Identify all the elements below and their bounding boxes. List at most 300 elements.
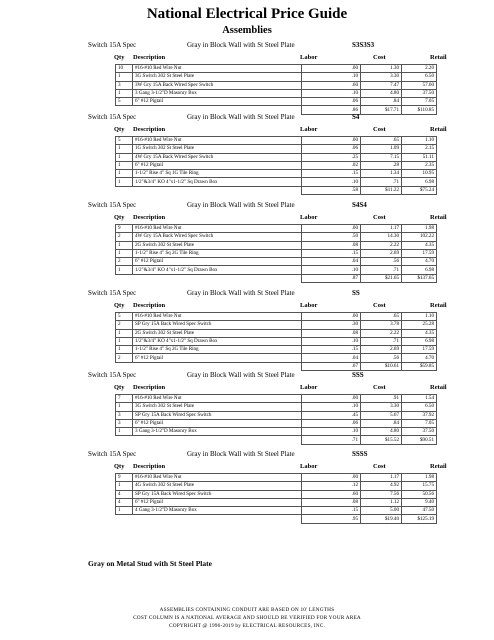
table-row [116,98,437,106]
cell-qty: 9 [116,225,133,233]
cell-cost: .56 [361,354,402,362]
table-row [116,170,437,178]
total-cost: $21.65 [361,274,402,282]
cell-desc: SP Gry 15A Back Wired Spec Switch [133,321,302,329]
total-cost: $17.71 [361,106,402,114]
cell-retail: 6.50 [402,73,437,81]
total-row [116,186,437,194]
column-header-qty: Qty [114,126,125,133]
cell-desc: 1-1/2" Rise 4" Sq 1G Tile Ring [133,170,302,178]
cell-desc: SP Gry 15A Back Wired Spec Switch [133,411,302,419]
table-row [116,419,437,427]
cell-retail: 25.28 [402,321,437,329]
table-row [116,474,437,482]
cell-labor: .04 [302,258,361,266]
cell-desc: 6" #12 Pigtail [133,419,302,427]
cell-retail: 10.95 [402,170,437,178]
column-header-retail: Retail [430,384,447,391]
table-row [116,81,437,89]
cell-cost: 7.47 [361,81,402,89]
next-section-heading: Gray on Metal Stud with St Steel Plate [88,559,212,568]
assembly-section [0,200,494,283]
cell-labor: .10 [302,73,361,81]
cell-desc: #16-#10 Red Wire Nut [133,313,302,321]
cell-retail: 17.59 [402,249,437,257]
cell-labor: .00 [302,395,361,403]
column-header-retail: Retail [430,463,447,470]
table-row [116,321,437,329]
table-row [116,153,437,161]
total-retail: $75.24 [402,186,437,194]
column-header-description: Description [133,463,166,470]
table-row [116,178,437,186]
total-retail: $110.85 [402,106,437,114]
table-row [116,346,437,354]
cell-cost: 2.22 [361,329,402,337]
section-code: SSSS [352,450,368,458]
total-spacer [133,436,302,444]
cell-retail: 1.54 [402,395,437,403]
cell-labor: .08 [302,241,361,249]
cell-labor: .08 [302,498,361,506]
cell-retail: 1.98 [402,225,437,233]
section-code: S4S4 [352,201,367,209]
section-header [0,449,494,461]
column-header-labor: Labor [300,302,318,309]
cell-qty: 1 [116,403,133,411]
column-header-qty: Qty [114,463,125,470]
cell-qty: 1 [116,249,133,257]
table-row [116,145,437,153]
section-spec: Switch 15A Spec [88,41,137,49]
cell-labor: .45 [302,411,361,419]
total-spacer [116,436,133,444]
cell-qty: 10 [116,65,133,73]
column-header-labor: Labor [300,463,318,470]
section-spec: Switch 15A Spec [88,371,137,379]
cell-cost: 4.92 [361,482,402,490]
cell-retail: 37.50 [402,428,437,436]
cell-labor: .15 [302,170,361,178]
total-cost: $15.52 [361,436,402,444]
cell-desc: 6" #12 Pigtail [133,498,302,506]
cell-retail: 17.59 [402,346,437,354]
total-cost: $19.40 [361,515,402,523]
column-header-cost: Cost [373,384,386,391]
cell-qty: 1 [116,161,133,169]
cell-labor: .06 [302,98,361,106]
cell-desc: 1G Switch 302 St Steel Plate [133,145,302,153]
cell-qty: 2 [116,258,133,266]
section-code: S4 [352,113,360,121]
cell-labor: .15 [302,346,361,354]
cell-qty: 4 [116,490,133,498]
table-row [116,65,437,73]
items-table [115,64,437,115]
column-header-retail: Retail [430,214,447,221]
column-header-qty: Qty [114,302,125,309]
cell-qty: 1 [116,73,133,81]
section-spec: Switch 15A Spec [88,289,137,297]
cell-cost: 1.12 [361,498,402,506]
total-retail: $90.51 [402,436,437,444]
column-header-retail: Retail [430,126,447,133]
cell-cost: .28 [361,161,402,169]
cell-qty: 2 [116,233,133,241]
column-header-description: Description [133,214,166,221]
column-header-retail: Retail [430,54,447,61]
cell-cost: 4.80 [361,89,402,97]
cell-cost: 2.69 [361,346,402,354]
cell-qty: 1 [116,507,133,515]
cell-labor: .04 [302,354,361,362]
table-row [116,428,437,436]
cell-labor: .10 [302,428,361,436]
total-spacer [133,515,302,523]
section-header [0,288,494,300]
cell-desc: #16-#10 Red Wire Nut [133,395,302,403]
table-row [116,507,437,515]
cell-qty: 1 [116,482,133,490]
assembly-section [0,288,494,371]
cell-cost: .56 [361,258,402,266]
section-description: Gray in Block Wall with St Steel Plate [187,289,295,297]
table-row [116,241,437,249]
cell-cost: 1.17 [361,474,402,482]
cell-desc: 6" #12 Pigtail [133,98,302,106]
cell-cost: .71 [361,337,402,345]
column-headers [0,212,494,224]
cell-desc: 1/2"&3/4" KO 4"x1-1/2" Sq Drawn Box [133,266,302,274]
table-row [116,233,437,241]
cell-retail: 2.15 [402,145,437,153]
cell-retail: 1.10 [402,313,437,321]
section-code: SS [352,289,360,297]
cell-qty: 1 [116,428,133,436]
total-spacer [116,515,133,523]
cell-desc: 2G Switch 302 St Steel Plate [133,329,302,337]
column-header-labor: Labor [300,384,318,391]
assembly-section [0,370,494,445]
items-table [115,136,437,195]
footer-line-3: COPYRIGHT @ 1996-2019 by ELECTRICAL RESOURCES, INC. [168,623,326,629]
footer-line-2: COST COLUMN IS A NATIONAL AVERAGE AND SHOULD BE VERIFIED FOR YOUR AREA [133,615,361,621]
column-header-cost: Cost [373,126,386,133]
assembly-section [0,40,494,115]
table-row [116,313,437,321]
cell-qty: 2 [116,321,133,329]
column-header-qty: Qty [114,54,125,61]
total-labor: .67 [302,362,361,370]
column-header-qty: Qty [114,384,125,391]
cell-qty: 3 [116,81,133,89]
cell-cost: 1.34 [361,170,402,178]
cell-qty: 1 [116,266,133,274]
total-row [116,274,437,282]
cell-retail: 6.50 [402,403,437,411]
column-headers [0,300,494,312]
cell-qty: 1 [116,170,133,178]
cell-cost: 3.30 [361,403,402,411]
section-header [0,200,494,212]
cell-desc: 4W Gry 15A Back Wired Spec Switch [133,153,302,161]
cell-cost: 2.22 [361,241,402,249]
column-header-cost: Cost [373,54,386,61]
cell-desc: #16-#10 Red Wire Nut [133,137,302,145]
cell-cost: .65 [361,313,402,321]
cell-qty: 5 [116,137,133,145]
cell-cost: .71 [361,178,402,186]
table-row [116,482,437,490]
cell-qty: 3 [116,419,133,427]
column-header-cost: Cost [373,214,386,221]
total-row [116,436,437,444]
table-row [116,249,437,257]
section-header [0,370,494,382]
cell-qty: 3 [116,411,133,419]
cell-retail: 4.35 [402,241,437,249]
section-description: Gray in Block Wall with St Steel Plate [187,450,295,458]
cell-desc: 4 Gang 3-1/2"D Masonry Box [133,507,302,515]
cell-qty: 4 [116,498,133,506]
cell-retail: 15.75 [402,482,437,490]
section-spec: Switch 15A Spec [88,113,137,121]
table-row [116,89,437,97]
total-spacer [116,186,133,194]
cell-cost: .84 [361,419,402,427]
total-spacer [133,274,302,282]
cell-retail: 4.70 [402,258,437,266]
cell-labor: .10 [302,178,361,186]
cell-labor: .06 [302,419,361,427]
total-spacer [133,186,302,194]
cell-retail: 6.98 [402,337,437,345]
cell-labor: .00 [302,313,361,321]
cell-qty: 5 [116,98,133,106]
section-code: S3S3S3 [352,41,375,49]
cell-retail: 6.98 [402,178,437,186]
cell-desc: 4W Gry 15A Back Wired Spec Switch [133,233,302,241]
cell-qty: 1 [116,145,133,153]
column-header-labor: Labor [300,214,318,221]
column-header-cost: Cost [373,463,386,470]
cell-labor: .10 [302,337,361,345]
cell-qty: 7 [116,395,133,403]
total-spacer [116,274,133,282]
cell-cost: .71 [361,266,402,274]
cell-desc: 6" #12 Pigtail [133,161,302,169]
cell-cost: 14.30 [361,233,402,241]
cell-retail: 47.50 [402,507,437,515]
cell-labor: .02 [302,161,361,169]
cell-cost: 2.69 [361,249,402,257]
cell-desc: 3 Gang 3-1/2"D Masonry Box [133,89,302,97]
cell-labor: .00 [302,137,361,145]
section-code: SSS [352,371,364,379]
cell-labor: .60 [302,490,361,498]
items-table [115,473,437,524]
column-header-qty: Qty [114,214,125,221]
cell-qty: 1 [116,153,133,161]
total-labor: .95 [302,515,361,523]
items-table [115,224,437,283]
cell-qty: 1 [116,346,133,354]
cell-desc: #16-#10 Red Wire Nut [133,65,302,73]
table-row [116,403,437,411]
cell-desc: 3W Gry 15A Back Wired Spec Switch [133,81,302,89]
column-header-description: Description [133,126,166,133]
total-labor: .71 [302,436,361,444]
section-description: Gray in Block Wall with St Steel Plate [187,371,295,379]
cell-qty: 1 [116,329,133,337]
column-headers [0,124,494,136]
total-row [116,515,437,523]
cell-desc: #16-#10 Red Wire Nut [133,474,302,482]
cell-retail: 6.98 [402,266,437,274]
total-retail: $125.19 [402,515,437,523]
column-header-labor: Labor [300,126,318,133]
cell-retail: 7.05 [402,419,437,427]
cell-labor: .10 [302,89,361,97]
cell-labor: .25 [302,153,361,161]
cell-retail: 1.10 [402,137,437,145]
cell-cost: 7.15 [361,153,402,161]
column-headers [0,382,494,394]
cell-cost: 5.00 [361,507,402,515]
cell-desc: 3G Switch 302 St Steel Plate [133,403,302,411]
cell-desc: 6" #12 Pigtail [133,354,302,362]
cell-labor: .00 [302,225,361,233]
cell-desc: 1-1/2" Rise 4" Sq 2G Tile Ring [133,249,302,257]
cell-labor: .08 [302,329,361,337]
table-row [116,73,437,81]
cell-desc: 1/2"&3/4" KO 4"x1-1/2" Sq Drawn Box [133,178,302,186]
table-row [116,395,437,403]
cell-cost: 7.56 [361,490,402,498]
cell-labor: .60 [302,81,361,89]
cell-cost: 3.30 [361,73,402,81]
column-header-description: Description [133,54,166,61]
cell-cost: 1.17 [361,225,402,233]
cell-labor: .00 [302,474,361,482]
assembly-section [0,449,494,524]
cell-labor: .10 [302,403,361,411]
cell-retail: 51.11 [402,153,437,161]
table-row [116,329,437,337]
cell-labor: .10 [302,266,361,274]
section-description: Gray in Block Wall with St Steel Plate [187,41,295,49]
total-labor: .58 [302,186,361,194]
cell-desc: 2G Switch 302 St Steel Plate [133,241,302,249]
cell-desc: 6" #12 Pigtail [133,258,302,266]
cell-retail: 2.20 [402,65,437,73]
cell-cost: 4.80 [361,428,402,436]
cell-retail: 50.56 [402,490,437,498]
section-spec: Switch 15A Spec [88,450,137,458]
column-header-description: Description [133,302,166,309]
table-row [116,161,437,169]
cell-cost: 3.78 [361,321,402,329]
cell-labor: .12 [302,482,361,490]
cell-qty: 1 [116,178,133,186]
cell-desc: SP Gry 15A Back Wired Spec Switch [133,490,302,498]
cell-retail: 7.05 [402,98,437,106]
assembly-section [0,112,494,195]
table-row [116,411,437,419]
cell-cost: .65 [361,137,402,145]
footer-line-1: ASSEMBLIES CONTAINING CONDUIT ARE BASED ON 10' LENGTHS [159,607,335,613]
total-cost: $11.22 [361,186,402,194]
page-subtitle: Assemblies [222,25,272,36]
table-row [116,266,437,274]
cell-desc: 1-1/2" Rise 4" Sq 2G Tile Ring [133,346,302,354]
table-row [116,258,437,266]
cell-desc: 3G Switch 302 St Steel Plate [133,73,302,81]
cell-labor: .00 [302,65,361,73]
section-spec: Switch 15A Spec [88,201,137,209]
page-title: National Electrical Price Guide [146,6,348,22]
cell-cost: 1.30 [361,65,402,73]
column-header-description: Description [133,384,166,391]
cell-retail: 57.60 [402,81,437,89]
column-headers [0,461,494,473]
cell-retail: 37.50 [402,89,437,97]
cell-retail: 4.70 [402,354,437,362]
total-retail: $137.65 [402,274,437,282]
cell-retail: 4.35 [402,329,437,337]
cell-labor: .15 [302,507,361,515]
cell-cost: 1.09 [361,145,402,153]
column-header-labor: Labor [300,54,318,61]
table-row [116,225,437,233]
section-description: Gray in Block Wall with St Steel Plate [187,113,295,121]
table-row [116,490,437,498]
cell-desc: 3 Gang 3-1/2"D Masonry Box [133,428,302,436]
cell-retail: 102.22 [402,233,437,241]
cell-labor: .30 [302,321,361,329]
cell-qty: 9 [116,474,133,482]
cell-desc: 4G Switch 302 St Steel Plate [133,482,302,490]
cell-labor: .50 [302,233,361,241]
items-table [115,394,437,445]
cell-cost: .91 [361,395,402,403]
column-header-retail: Retail [430,302,447,309]
total-labor: .87 [302,274,361,282]
cell-qty: 1 [116,241,133,249]
cell-qty: 5 [116,313,133,321]
cell-qty: 1 [116,89,133,97]
items-table [115,312,437,371]
cell-labor: .06 [302,145,361,153]
cell-cost: 5.67 [361,411,402,419]
total-retail: $59.85 [402,362,437,370]
table-row [116,354,437,362]
total-cost: $10.61 [361,362,402,370]
total-labor: .86 [302,106,361,114]
cell-qty: 2 [116,354,133,362]
table-row [116,137,437,145]
column-header-cost: Cost [373,302,386,309]
cell-retail: 37.92 [402,411,437,419]
cell-labor: .15 [302,249,361,257]
column-headers [0,52,494,64]
table-row [116,337,437,345]
cell-retail: 9.40 [402,498,437,506]
section-header [0,112,494,124]
cell-retail: 1.98 [402,474,437,482]
cell-desc: 1/2"&3/4" KO 4"x1-1/2" Sq Drawn Box [133,337,302,345]
cell-desc: #16-#10 Red Wire Nut [133,225,302,233]
